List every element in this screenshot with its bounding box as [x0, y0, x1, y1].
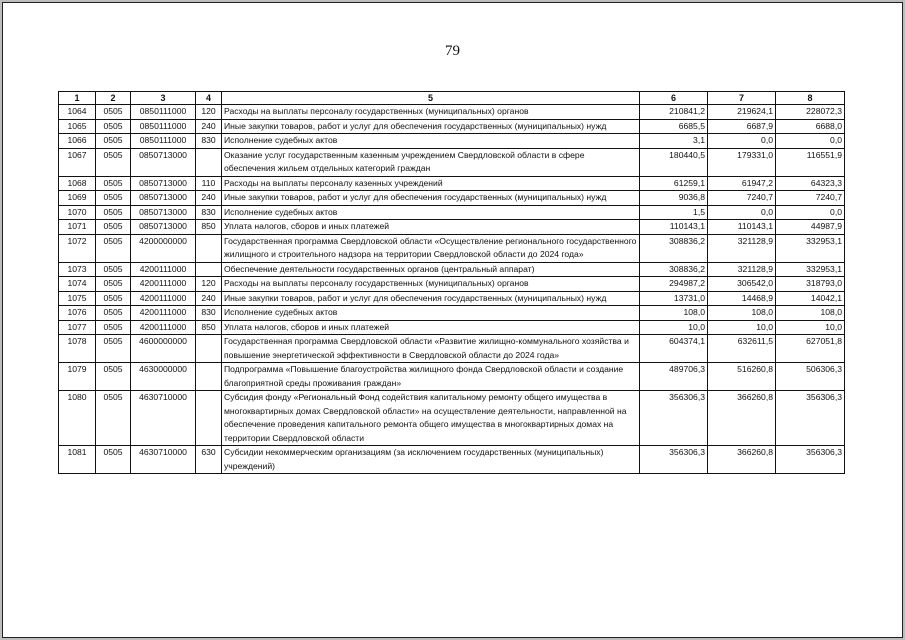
amount-year1-cell: 9036,8 [640, 191, 708, 206]
row-number-cell: 1064 [59, 105, 96, 120]
document-page [2, 2, 903, 638]
table-row [59, 205, 845, 220]
header-cell: 6 [640, 92, 708, 105]
description-cell: Субсидия фонду «Региональный Фонд содействия капитальному ремонту общего имущества в многоквартирных домах Свердловской области» на осуществление деятельности, направленной на обеспечение проведения капитального ремонта общего имущества в многоквартирных домах на территории Свердловской области [222, 391, 640, 446]
amount-year2-cell: 0,0 [708, 134, 776, 149]
row-number-cell: 1077 [59, 320, 96, 335]
expense-type-cell: 120 [196, 105, 222, 120]
row-number-cell: 1065 [59, 119, 96, 134]
amount-year3-cell: 14042,1 [776, 291, 845, 306]
row-number-cell: 1075 [59, 291, 96, 306]
section-code-cell: 0505 [96, 277, 131, 292]
table-row [59, 105, 845, 120]
section-code-cell: 0505 [96, 176, 131, 191]
header-cell: 7 [708, 92, 776, 105]
expense-type-cell: 240 [196, 191, 222, 206]
amount-year1-cell: 604374,1 [640, 335, 708, 363]
amount-year3-cell: 64323,3 [776, 176, 845, 191]
expense-type-cell: 830 [196, 134, 222, 149]
amount-year3-cell: 44987,9 [776, 220, 845, 235]
section-code-cell: 0505 [96, 148, 131, 176]
target-article-cell: 0850713000 [131, 220, 196, 235]
table-header-row [59, 92, 845, 105]
expense-type-cell: 240 [196, 119, 222, 134]
table-body [59, 105, 845, 474]
amount-year1-cell: 13731,0 [640, 291, 708, 306]
section-code-cell: 0505 [96, 363, 131, 391]
expense-type-cell: 830 [196, 205, 222, 220]
amount-year2-cell: 366260,8 [708, 446, 776, 474]
amount-year1-cell: 210841,2 [640, 105, 708, 120]
target-article-cell: 0850713000 [131, 176, 196, 191]
row-number-cell: 1073 [59, 262, 96, 277]
target-article-cell: 0850713000 [131, 205, 196, 220]
amount-year2-cell: 108,0 [708, 306, 776, 321]
table-row [59, 176, 845, 191]
target-article-cell: 0850713000 [131, 191, 196, 206]
expense-type-cell [196, 148, 222, 176]
row-number-cell: 1068 [59, 176, 96, 191]
target-article-cell: 4200111000 [131, 277, 196, 292]
section-code-cell: 0505 [96, 220, 131, 235]
row-number-cell: 1079 [59, 363, 96, 391]
amount-year3-cell: 10,0 [776, 320, 845, 335]
section-code-cell: 0505 [96, 391, 131, 446]
page-number: 79 [445, 43, 460, 59]
table-row [59, 191, 845, 206]
row-number-cell: 1067 [59, 148, 96, 176]
target-article-cell: 4200111000 [131, 320, 196, 335]
expense-type-cell [196, 391, 222, 446]
section-code-cell: 0505 [96, 262, 131, 277]
table-row [59, 134, 845, 149]
section-code-cell: 0505 [96, 234, 131, 262]
row-number-cell: 1072 [59, 234, 96, 262]
amount-year1-cell: 308836,2 [640, 234, 708, 262]
amount-year2-cell: 10,0 [708, 320, 776, 335]
expense-type-cell: 850 [196, 320, 222, 335]
description-cell: Субсидии некоммерческим организациям (за исключением государственных (муниципальных) учреждений) [222, 446, 640, 474]
amount-year1-cell: 180440,5 [640, 148, 708, 176]
amount-year2-cell: 516260,8 [708, 363, 776, 391]
amount-year2-cell: 14468,9 [708, 291, 776, 306]
table-row [59, 363, 845, 391]
table-row [59, 262, 845, 277]
amount-year3-cell: 0,0 [776, 205, 845, 220]
target-article-cell: 0850111000 [131, 134, 196, 149]
expense-type-cell [196, 234, 222, 262]
amount-year3-cell: 506306,3 [776, 363, 845, 391]
row-number-cell: 1066 [59, 134, 96, 149]
row-number-cell: 1071 [59, 220, 96, 235]
table-row [59, 148, 845, 176]
expense-type-cell: 830 [196, 306, 222, 321]
amount-year3-cell: 356306,3 [776, 446, 845, 474]
section-code-cell: 0505 [96, 446, 131, 474]
header-cell: 5 [222, 92, 640, 105]
target-article-cell: 4200111000 [131, 306, 196, 321]
row-number-cell: 1074 [59, 277, 96, 292]
expense-type-cell: 240 [196, 291, 222, 306]
description-cell: Исполнение судебных актов [222, 306, 640, 321]
table-row [59, 234, 845, 262]
budget-table [58, 91, 845, 474]
amount-year1-cell: 108,0 [640, 306, 708, 321]
target-article-cell: 4200000000 [131, 234, 196, 262]
amount-year2-cell: 6687,9 [708, 119, 776, 134]
target-article-cell: 0850713000 [131, 148, 196, 176]
amount-year2-cell: 219624,1 [708, 105, 776, 120]
section-code-cell: 0505 [96, 119, 131, 134]
section-code-cell: 0505 [96, 105, 131, 120]
amount-year1-cell: 110143,1 [640, 220, 708, 235]
row-number-cell: 1076 [59, 306, 96, 321]
target-article-cell: 0850111000 [131, 119, 196, 134]
amount-year3-cell: 332953,1 [776, 262, 845, 277]
amount-year3-cell: 332953,1 [776, 234, 845, 262]
description-cell: Расходы на выплаты персоналу государственных (муниципальных) органов [222, 277, 640, 292]
amount-year2-cell: 632611,5 [708, 335, 776, 363]
amount-year2-cell: 61947,2 [708, 176, 776, 191]
target-article-cell: 4600000000 [131, 335, 196, 363]
amount-year3-cell: 6688,0 [776, 119, 845, 134]
expense-type-cell [196, 363, 222, 391]
description-cell: Государственная программа Свердловской области «Осуществление регионального государственного жилищного и строительного надзора на территории Свердловской области до 2024 года» [222, 234, 640, 262]
target-article-cell: 4630710000 [131, 391, 196, 446]
description-cell: Исполнение судебных актов [222, 134, 640, 149]
target-article-cell: 4200111000 [131, 262, 196, 277]
section-code-cell: 0505 [96, 134, 131, 149]
header-cell: 1 [59, 92, 96, 105]
description-cell: Уплата налогов, сборов и иных платежей [222, 320, 640, 335]
expense-type-cell: 850 [196, 220, 222, 235]
expense-type-cell [196, 262, 222, 277]
table-row [59, 320, 845, 335]
amount-year3-cell: 0,0 [776, 134, 845, 149]
table-row [59, 335, 845, 363]
description-cell: Уплата налогов, сборов и иных платежей [222, 220, 640, 235]
amount-year1-cell: 489706,3 [640, 363, 708, 391]
expense-type-cell [196, 335, 222, 363]
amount-year3-cell: 108,0 [776, 306, 845, 321]
amount-year1-cell: 61259,1 [640, 176, 708, 191]
target-article-cell: 4200111000 [131, 291, 196, 306]
amount-year3-cell: 7240,7 [776, 191, 845, 206]
row-number-cell: 1080 [59, 391, 96, 446]
amount-year2-cell: 321128,9 [708, 234, 776, 262]
header-cell: 4 [196, 92, 222, 105]
amount-year2-cell: 179331,0 [708, 148, 776, 176]
section-code-cell: 0505 [96, 320, 131, 335]
header-cell: 8 [776, 92, 845, 105]
amount-year1-cell: 308836,2 [640, 262, 708, 277]
table-row [59, 446, 845, 474]
amount-year1-cell: 1,5 [640, 205, 708, 220]
amount-year1-cell: 356306,3 [640, 446, 708, 474]
expense-type-cell: 120 [196, 277, 222, 292]
description-cell: Государственная программа Свердловской области «Развитие жилищно-коммунального хозяйства и повышение энергетической эффективности в Свердловской области до 2024 года» [222, 335, 640, 363]
table-row [59, 391, 845, 446]
amount-year2-cell: 366260,8 [708, 391, 776, 446]
expense-type-cell: 630 [196, 446, 222, 474]
amount-year3-cell: 356306,3 [776, 391, 845, 446]
expense-type-cell: 110 [196, 176, 222, 191]
target-article-cell: 4630710000 [131, 446, 196, 474]
description-cell: Иные закупки товаров, работ и услуг для обеспечения государственных (муниципальных) нужд [222, 291, 640, 306]
row-number-cell: 1070 [59, 205, 96, 220]
description-cell: Исполнение судебных актов [222, 205, 640, 220]
row-number-cell: 1069 [59, 191, 96, 206]
description-cell: Подпрограмма «Повышение благоустройства жилищного фонда Свердловской области и создание благоприятной среды проживания граждан» [222, 363, 640, 391]
amount-year2-cell: 0,0 [708, 205, 776, 220]
target-article-cell: 0850111000 [131, 105, 196, 120]
amount-year2-cell: 321128,9 [708, 262, 776, 277]
amount-year1-cell: 3,1 [640, 134, 708, 149]
section-code-cell: 0505 [96, 291, 131, 306]
header-cell: 2 [96, 92, 131, 105]
table-row [59, 119, 845, 134]
description-cell: Расходы на выплаты персоналу государственных (муниципальных) органов [222, 105, 640, 120]
amount-year3-cell: 318793,0 [776, 277, 845, 292]
section-code-cell: 0505 [96, 335, 131, 363]
amount-year1-cell: 6685,5 [640, 119, 708, 134]
amount-year2-cell: 306542,0 [708, 277, 776, 292]
table-row [59, 291, 845, 306]
description-cell: Оказание услуг государственным казенным учреждением Свердловской области в сфере обеспечения жильем отдельных категорий граждан [222, 148, 640, 176]
amount-year1-cell: 294987,2 [640, 277, 708, 292]
section-code-cell: 0505 [96, 205, 131, 220]
amount-year1-cell: 10,0 [640, 320, 708, 335]
table-row [59, 306, 845, 321]
amount-year3-cell: 228072,3 [776, 105, 845, 120]
target-article-cell: 4630000000 [131, 363, 196, 391]
table-row [59, 277, 845, 292]
row-number-cell: 1078 [59, 335, 96, 363]
description-cell: Расходы на выплаты персоналу казенных учреждений [222, 176, 640, 191]
table-row [59, 220, 845, 235]
description-cell: Обеспечение деятельности государственных органов (центральный аппарат) [222, 262, 640, 277]
amount-year1-cell: 356306,3 [640, 391, 708, 446]
amount-year3-cell: 627051,8 [776, 335, 845, 363]
row-number-cell: 1081 [59, 446, 96, 474]
amount-year3-cell: 116551,9 [776, 148, 845, 176]
description-cell: Иные закупки товаров, работ и услуг для обеспечения государственных (муниципальных) нужд [222, 191, 640, 206]
description-cell: Иные закупки товаров, работ и услуг для обеспечения государственных (муниципальных) нужд [222, 119, 640, 134]
amount-year2-cell: 110143,1 [708, 220, 776, 235]
section-code-cell: 0505 [96, 306, 131, 321]
amount-year2-cell: 7240,7 [708, 191, 776, 206]
header-cell: 3 [131, 92, 196, 105]
section-code-cell: 0505 [96, 191, 131, 206]
